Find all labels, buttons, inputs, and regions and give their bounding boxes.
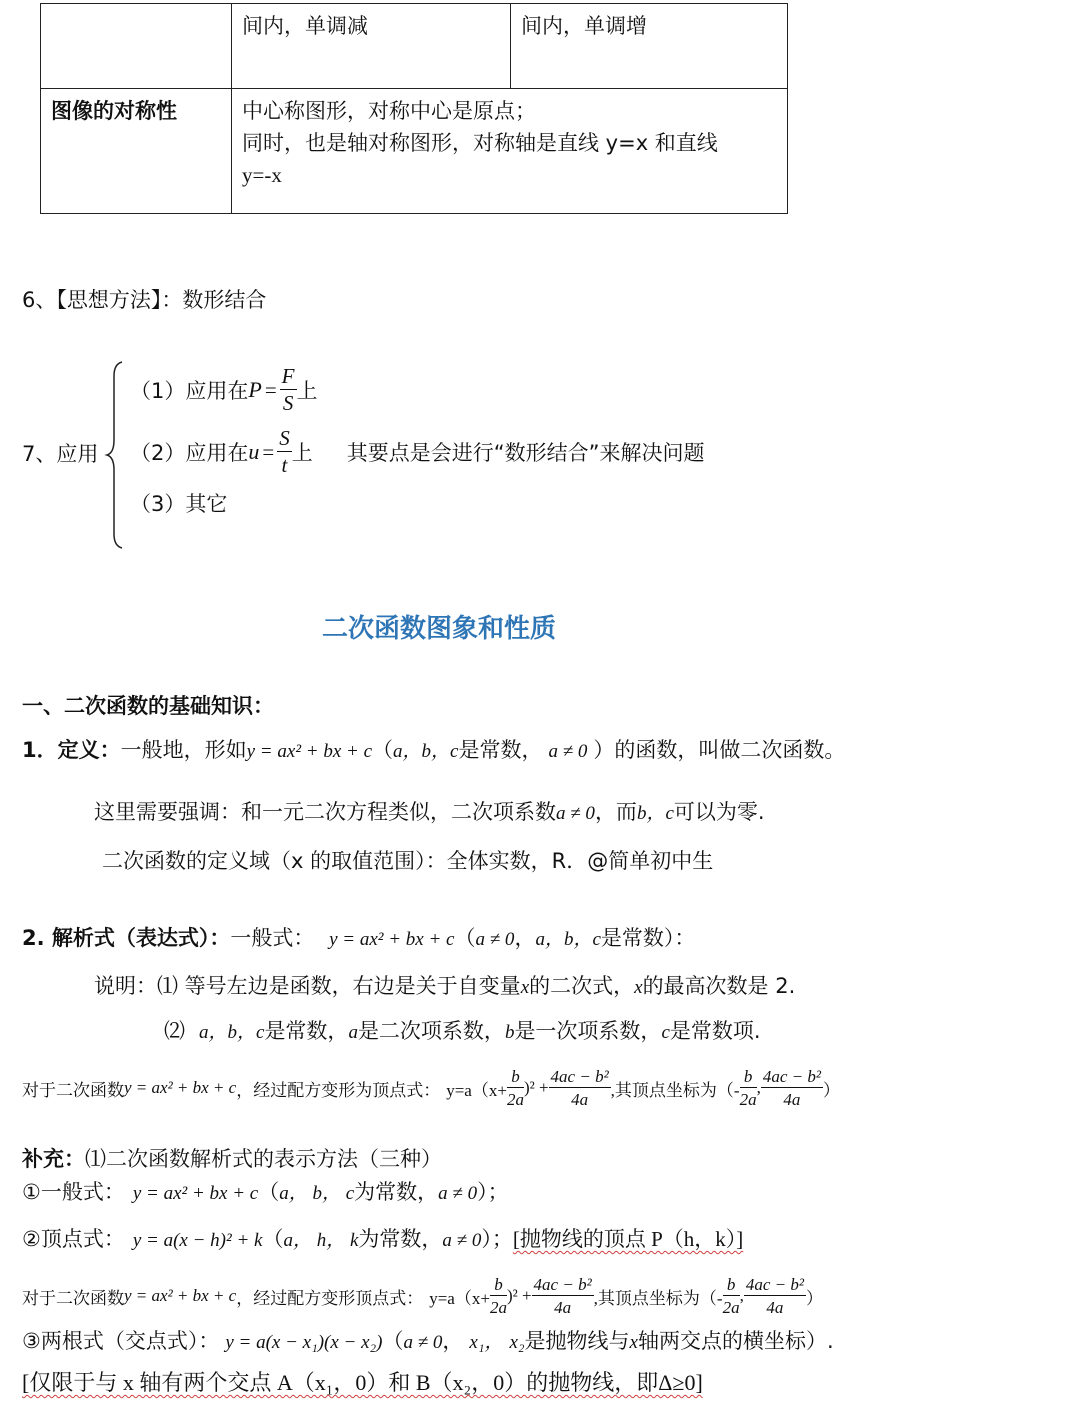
text: 的最高次数是 2. — [642, 974, 796, 998]
text: 是常数， — [458, 738, 543, 762]
note-2 — [164, 1015, 761, 1045]
symmetry-line: y=-x — [242, 163, 282, 187]
table-cell — [232, 89, 788, 214]
text: （ — [382, 1329, 404, 1353]
text: 轴两交点的横坐标）. — [637, 1329, 834, 1353]
text: （ — [372, 738, 394, 762]
text: 为常数， — [358, 1227, 443, 1251]
math-var: c — [661, 1022, 670, 1043]
numerator: 4ac − b² — [762, 1067, 821, 1086]
definition-line — [22, 734, 845, 764]
numerator: F — [281, 364, 295, 388]
formula: y = ax² + bx + c — [132, 1183, 259, 1204]
text: 是常数）： — [600, 926, 696, 950]
text: ， — [442, 1329, 464, 1353]
section-7-label: 7、应用 — [22, 442, 99, 466]
table-cell — [41, 4, 232, 89]
text: ，而 — [594, 800, 637, 824]
page-title: 二次函数图象和性质 — [322, 614, 557, 644]
item-suffix: 上 — [291, 441, 313, 465]
text: 是常数， — [264, 1019, 349, 1043]
text: ，经过配方变形顶点式： — [236, 1288, 424, 1308]
analytic-line — [22, 922, 695, 952]
numerator: b — [740, 1068, 757, 1088]
property-table — [40, 3, 788, 214]
text: 说明：⑴ 等号左边是函数，右边是关于自变量 — [94, 974, 521, 998]
text: ，经过配方变形为顶点式： — [236, 1080, 441, 1100]
fraction — [549, 1068, 611, 1108]
symmetry-line: 中心称图形，对称中心是原点； — [242, 99, 536, 123]
definition-label: 1．定义： — [22, 738, 121, 762]
formula: y = ax² + bx + c — [124, 1078, 237, 1097]
text: 是常数项. — [669, 1019, 761, 1043]
math-var: x — [634, 977, 643, 998]
denominator: t — [281, 453, 288, 477]
text: ①一般式： — [22, 1180, 125, 1204]
math-var: a，b，c — [393, 741, 459, 762]
application-note: 其要点是会进行“数形结合”来解决问题 — [346, 441, 705, 465]
vertex-note: [抛物线的顶点 P（h，k）] — [512, 1227, 744, 1251]
text: 是抛物线与 — [524, 1329, 630, 1353]
table-row-header: 图像的对称性 — [41, 89, 232, 214]
numerator: 4ac − b² — [533, 1275, 592, 1294]
math-var: b，c — [636, 803, 674, 824]
formula: y = ax² + bx + c — [246, 741, 373, 762]
math-var: x₂ — [509, 1332, 525, 1353]
denominator: 2a — [506, 1090, 524, 1109]
table-row — [41, 4, 788, 89]
note-1 — [94, 970, 795, 1000]
math-var: a — [348, 1022, 358, 1043]
text: )² + — [506, 1286, 532, 1305]
formula: y = ax² + bx + c — [124, 1286, 237, 1305]
math-cond: a ≠ 0 — [438, 1183, 478, 1204]
fraction — [490, 1276, 507, 1316]
denominator: 2a — [489, 1298, 507, 1317]
math-var: u — [248, 439, 260, 464]
vertex-form-line — [22, 1060, 840, 1116]
math-var: a， b， c — [279, 1183, 355, 1204]
vertex-form-def-line — [22, 1223, 743, 1253]
text: 对于二次函数 — [22, 1288, 124, 1308]
text: 这里需要强调：和一元二次方程类似，二次项系数 — [94, 800, 556, 824]
math-cond: a ≠ 0 — [403, 1332, 443, 1353]
text: ）； — [481, 1227, 513, 1251]
item-prefix: （2）应用在 — [130, 441, 249, 465]
fraction — [740, 1068, 757, 1108]
text: ②顶点式： — [22, 1227, 125, 1251]
text: ）的函数，叫做二次函数。 — [593, 738, 846, 762]
text: ） — [822, 1080, 840, 1100]
emphasis-line — [94, 796, 765, 826]
root-form-limit — [22, 1366, 703, 1397]
numerator: 4ac − b² — [550, 1067, 609, 1086]
text: 为常数， — [354, 1180, 439, 1204]
domain-line: 二次函数的定义域（x 的取值范围）：全体实数，R．@简单初中生 — [102, 849, 714, 873]
vertex-form-line-2 — [22, 1268, 823, 1324]
math-var: a，b，c — [535, 929, 601, 950]
limit-note: [仅限于与 x 轴有两个交点 A（x₁，0）和 B（x₂，0）的抛物线，即Δ≥0] — [22, 1370, 703, 1395]
fraction — [280, 366, 297, 414]
fraction — [277, 428, 292, 476]
text: , — [756, 1078, 761, 1097]
analytic-label: 2. 解析式（表达式）： — [22, 926, 231, 950]
denominator: 2a — [722, 1298, 740, 1317]
fraction — [532, 1276, 594, 1316]
math-var: x₁， — [469, 1332, 504, 1353]
text: , — [739, 1286, 744, 1305]
text: ⑵ — [164, 1019, 185, 1043]
denominator: 2a — [739, 1090, 757, 1109]
text: （ — [262, 1227, 284, 1251]
table-cell: 间内，单调增 — [511, 4, 788, 89]
application-item-2: （2）应用在 u = $\frac{S}{t}$ 上 其要点是会进行“数形结合”来解决问题 — [130, 426, 705, 477]
formula: y = ax² + bx + c — [329, 929, 455, 950]
math-cond: a ≠ 0 — [548, 741, 588, 762]
general-form-line — [22, 1176, 509, 1206]
text: （ — [454, 926, 476, 950]
fraction — [507, 1068, 524, 1108]
denominator: 4a — [783, 1090, 801, 1109]
text: y=a（x+ — [429, 1288, 490, 1308]
text: 是二次项系数， — [357, 1019, 505, 1043]
math-cond: a ≠ 0 — [475, 929, 515, 950]
formula: y = a(x − h)² + k — [132, 1230, 263, 1251]
numerator: b — [490, 1276, 507, 1296]
root-form-line — [22, 1325, 834, 1355]
text: ,其顶点坐标为（- — [593, 1288, 723, 1308]
math-var: x — [520, 977, 530, 998]
math-var: x — [629, 1332, 638, 1353]
math-cond: a ≠ 0 — [442, 1230, 482, 1251]
text: )² + — [523, 1078, 549, 1097]
fraction — [723, 1276, 740, 1316]
fraction — [744, 1276, 806, 1316]
denominator: 4a — [766, 1298, 784, 1317]
brace-icon — [104, 360, 126, 550]
text: ）； — [477, 1180, 509, 1204]
text: 的二次式， — [529, 974, 635, 998]
denominator: S — [282, 391, 294, 415]
numerator: b — [723, 1276, 740, 1296]
math-var: a，b，c — [199, 1022, 265, 1043]
part1-heading: 一、二次函数的基础知识： — [22, 694, 274, 718]
application-item-3: （3）其它 — [130, 492, 228, 516]
formula: y = a(x − x₁)(x − x₂) — [225, 1332, 383, 1353]
text: 对于二次函数 — [22, 1080, 124, 1100]
symmetry-line: 同时，也是轴对称图形，对称轴是直线 y=x 和直线 — [242, 131, 718, 155]
application-item-1: （1）应用在 P = $\frac{F}{S}$ 上 — [130, 364, 318, 415]
text: （ — [258, 1180, 280, 1204]
denominator: 4a — [571, 1090, 589, 1109]
text: ③两根式（交点式）： — [22, 1329, 220, 1353]
supplement-heading — [22, 1143, 442, 1173]
text: 是一次项系数， — [514, 1019, 662, 1043]
text: ） — [805, 1288, 823, 1308]
text: 一般式： — [230, 926, 315, 950]
item-prefix: （1）应用在 — [130, 379, 249, 403]
denominator: 4a — [554, 1298, 572, 1317]
table-row — [41, 89, 788, 214]
supplement-label: 补充： — [22, 1147, 85, 1171]
math-var: b — [504, 1022, 515, 1043]
fraction — [761, 1068, 823, 1108]
table-cell: 间内，单调减 — [232, 4, 511, 89]
item-suffix: 上 — [296, 379, 318, 403]
text: ,其顶点坐标为（- — [610, 1080, 740, 1100]
math-var: P — [248, 377, 262, 402]
numerator: 4ac − b² — [745, 1275, 804, 1294]
numerator: b — [507, 1068, 524, 1088]
math-var: a， h， k — [283, 1230, 359, 1251]
section-6-heading: 6、【思想方法】：数形结合 — [22, 288, 267, 312]
math-cond: a ≠ 0 — [556, 803, 595, 824]
numerator: S — [279, 426, 290, 450]
text: ， — [514, 926, 536, 950]
text: 一般地，形如 — [120, 738, 247, 762]
text: 可以为零. — [673, 800, 765, 824]
text: ⑴二次函数解析式的表示方法（三种） — [85, 1147, 442, 1171]
text: y=a（x+ — [446, 1080, 507, 1100]
